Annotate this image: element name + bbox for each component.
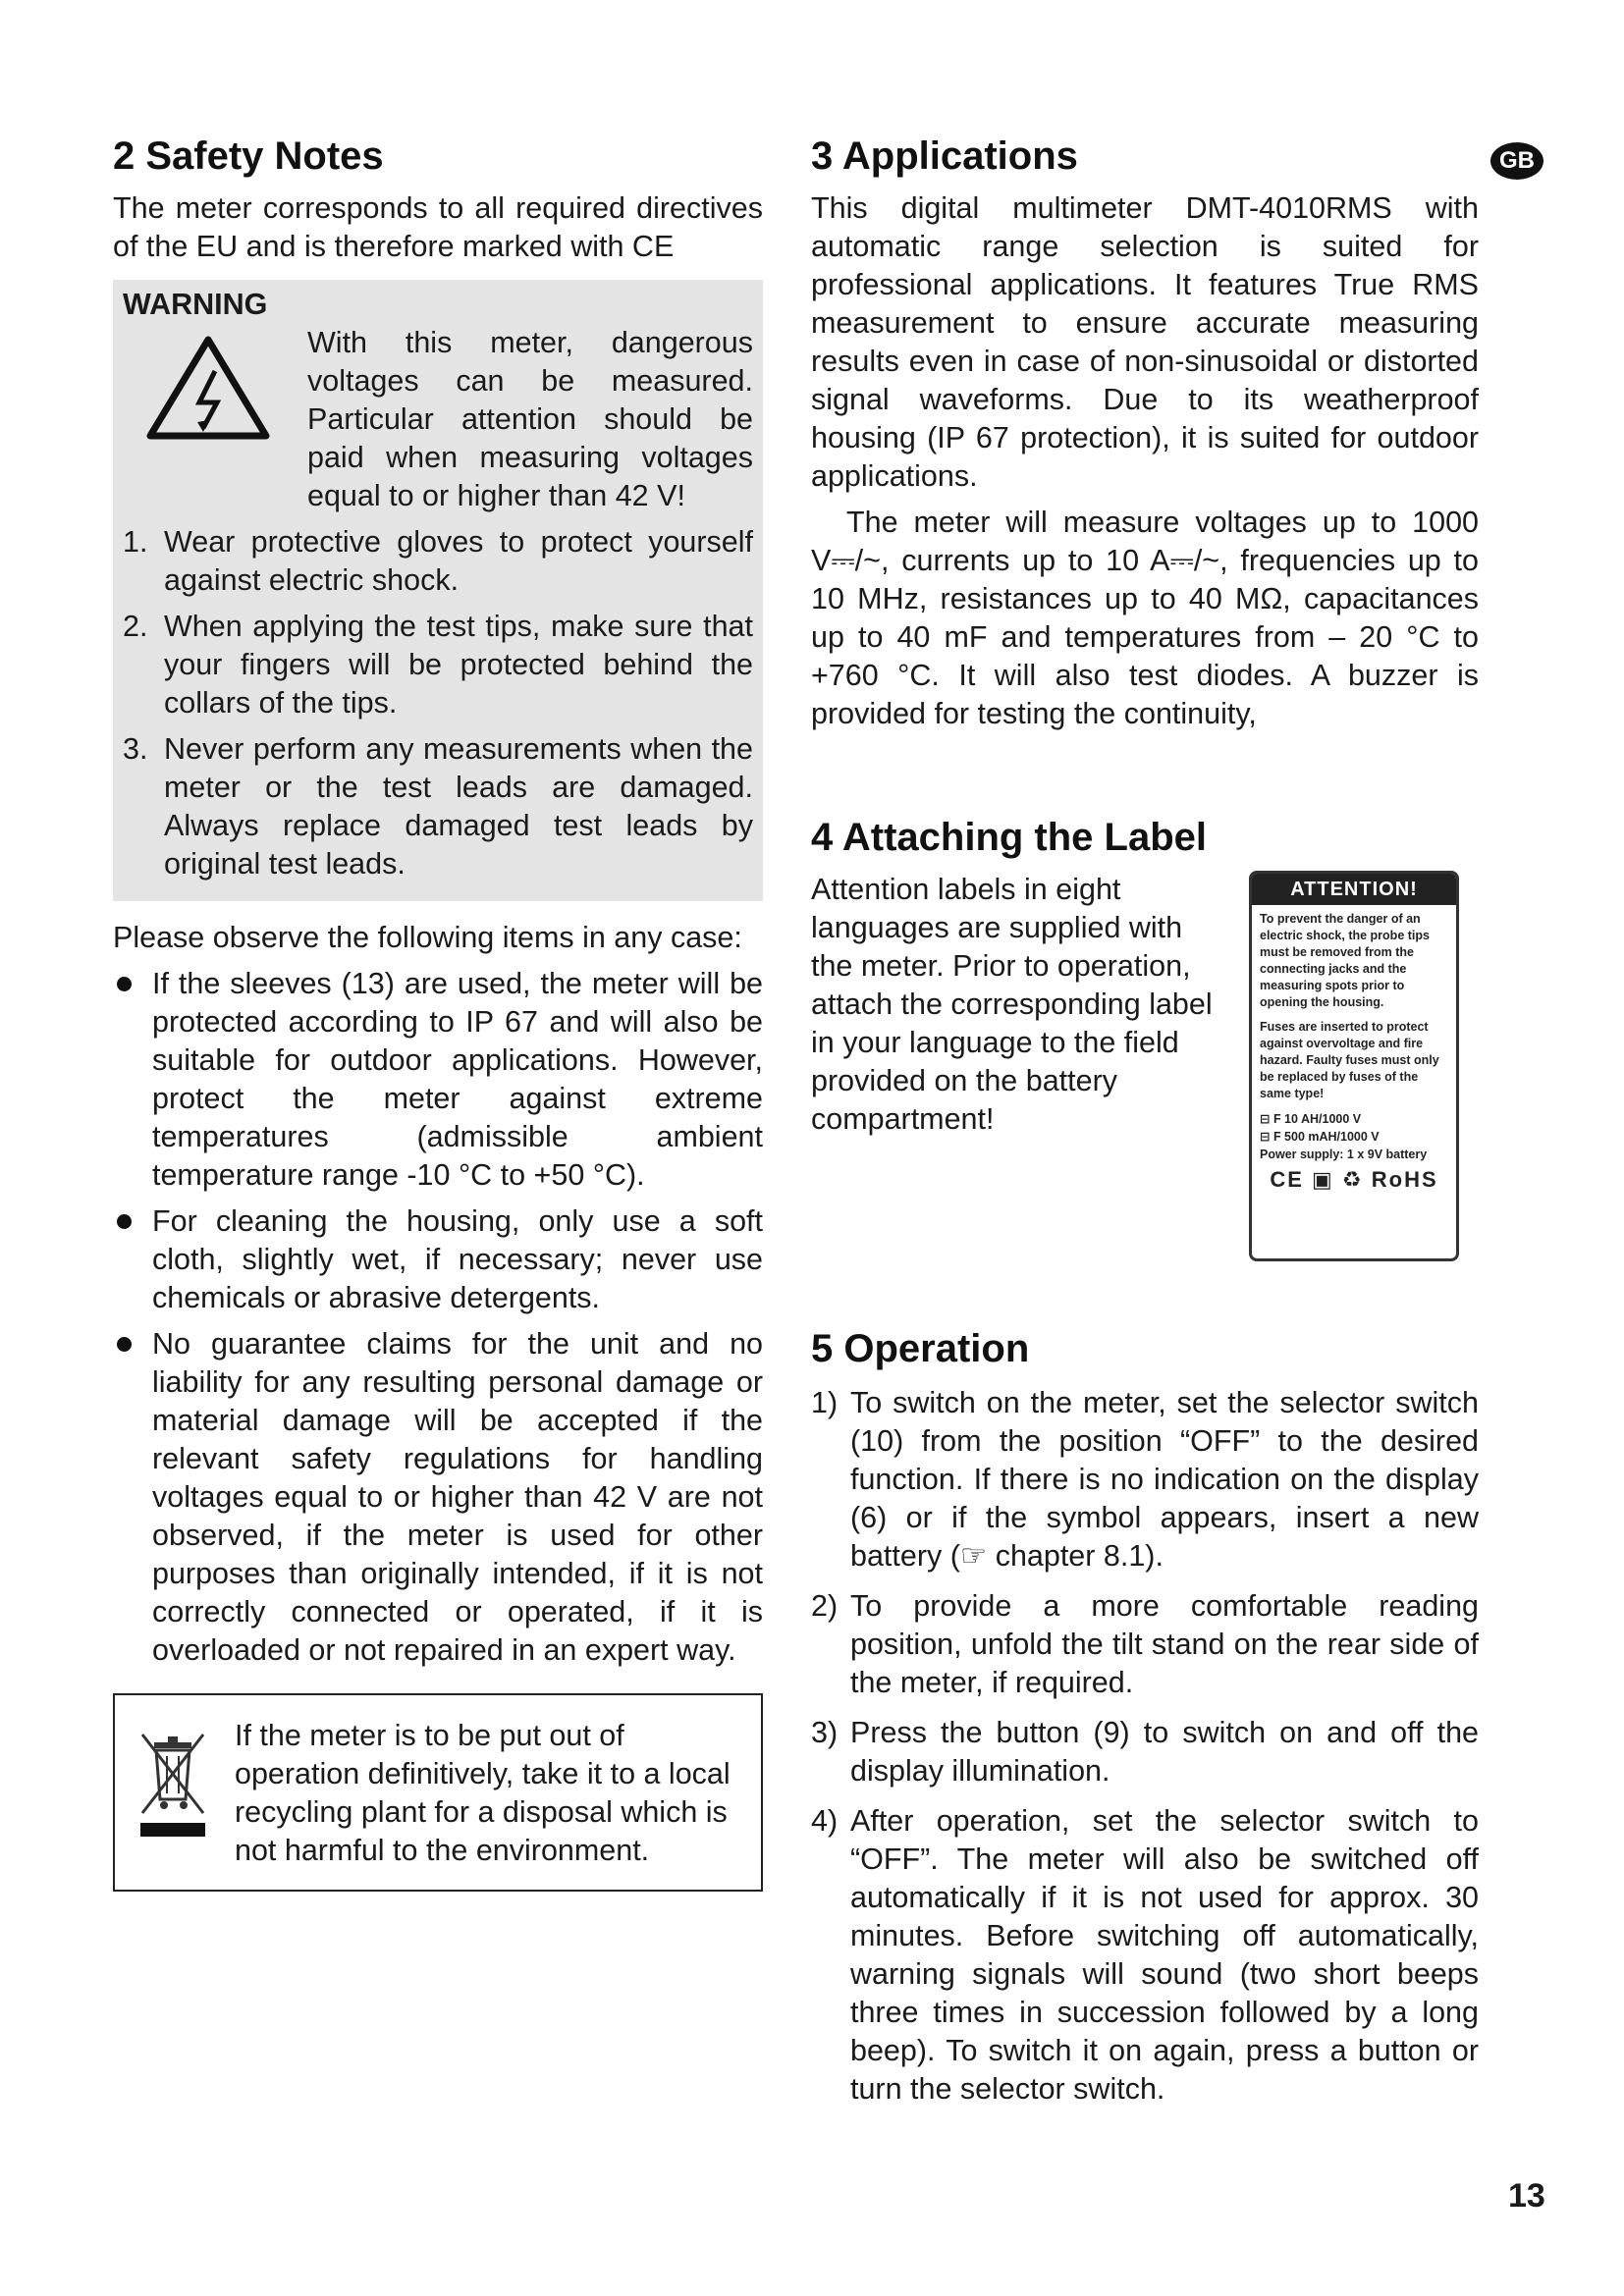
list-item xyxy=(123,608,753,722)
label-text: Attention labels in eight languages are supplied with the meter. Prior to operation, attach the corresponding label in your language to the field provided on the battery compartment! xyxy=(811,873,1213,1136)
attention-header: ATTENTION! xyxy=(1252,874,1456,905)
observe-text: Please observe the following items in any case: xyxy=(113,921,742,954)
warning-label: WARNING xyxy=(123,288,268,321)
fuse-rating-2 xyxy=(1260,1128,1448,1146)
fuse-text: F 500 mAH/1000 V xyxy=(1272,1130,1380,1144)
list-item xyxy=(123,730,753,883)
attention-paragraph-1: To prevent the danger of an electric shock, the probe tips must be removed from the connecting jacks and the measuring spots prior to opening the housing. xyxy=(1260,912,1430,1009)
warning-heading xyxy=(123,286,753,324)
list-item: No guarantee claims for the unit and no liability for any resulting personal damage or material damage will be accepted if the relevant safety regulations for handling voltages equal to or higher than 42 V are not observed, if the meter is used for other purposes than originally intended, if it is not correctly connected or operated, if it is overloaded or not repaired in an expert way. xyxy=(113,1325,763,1670)
right-column xyxy=(811,133,1479,2120)
list-item: For cleaning the housing, only use a soft cloth, slightly wet, if necessary; never use chemicals or abrasive detergents. xyxy=(113,1202,763,1317)
step-number: 2) xyxy=(811,1589,839,1623)
label-section xyxy=(811,871,1479,1192)
list-item xyxy=(811,1714,1479,1790)
disposal-text: If the meter is to be put out of operation definitively, take it to a local recycling plant for a disposal which is not harmful to the environment. xyxy=(235,1719,731,1867)
high-voltage-warning-icon xyxy=(144,334,272,442)
list-item xyxy=(811,1802,1479,2109)
safety-steps xyxy=(123,523,753,883)
step-text: Press the button (9) to switch on and off the display illumination. xyxy=(850,1716,1479,1788)
warning-text: With this meter, dangerous voltages can be measured. Particular attention should be paid when measuring voltages equal to or higher than 42 V! xyxy=(307,326,753,512)
applications-title: 3 Applications xyxy=(811,134,1078,178)
fuse-icon: ⊟ xyxy=(1260,1130,1273,1144)
step-number: 1. xyxy=(123,525,148,559)
step-number: 4) xyxy=(811,1804,839,1838)
safety-title: 2 Safety Notes xyxy=(113,134,384,178)
compliance-marks: CE ▣ ♻ RoHS xyxy=(1270,1167,1438,1192)
step-number: 3) xyxy=(811,1716,839,1749)
fuse-icon: ⊟ xyxy=(1260,1112,1273,1126)
label-title: 4 Attaching the Label xyxy=(811,816,1208,859)
operation-title: 5 Operation xyxy=(811,1327,1030,1370)
warning-box xyxy=(113,280,763,901)
step-text: After operation, set the selector switch to “OFF”. The meter will also be switched off automatically if it is not used for approx. 30 minutes. Before switching off automatically, warning signals will sound (two short beeps three times in succession followed by a long beep). To switch it on again, press a button or turn the selector switch. xyxy=(850,1804,1479,2106)
operation-steps xyxy=(811,1384,1479,2109)
step-text: To provide a more comfortable reading position, unfold the tilt stand on the rear side of the meter, if required. xyxy=(850,1589,1479,1699)
step-text: Never perform any measurements when the meter or the test leads are damaged. Always replace damaged test leads by original test leads. xyxy=(164,732,753,881)
applications-paragraph-2: The meter will measure voltages up to 1000 V⎓/~, currents up to 10 A⎓/~, frequencies up to 10 MHz, resistances up to 40 MΩ, capacitances up to 40 mF and temperatures from – 20 °C to +760 °C. It will also test diodes. A buzzer is provided for testing the continuity, xyxy=(811,506,1479,730)
applications-paragraph-1: This digital multimeter DMT-4010RMS with automatic range selection is suited for professional applications. It features True RMS measurement to ensure accurate measuring results even in case of non-sinusoidal or distorted signal waveforms. Due to its weatherproof housing (IP 67 protection), it is suited for outdoor applications. xyxy=(811,191,1479,493)
warning-body xyxy=(123,324,753,515)
step-text: When applying the test tips, make sure that your fingers will be protected behind the collars of the tips. xyxy=(164,610,753,720)
disposal-box xyxy=(113,1693,763,1892)
step-number: 2. xyxy=(123,610,148,643)
page-number: 13 xyxy=(1508,2177,1545,2215)
attention-label-card xyxy=(1249,871,1459,1261)
weee-crossed-bin-icon xyxy=(136,1729,209,1839)
safety-bullets xyxy=(113,965,763,1670)
fuse-rating-1 xyxy=(1260,1110,1448,1128)
fuse-text: F 10 AH/1000 V xyxy=(1272,1112,1362,1126)
language-badge: GB xyxy=(1490,142,1543,180)
safety-intro: The meter corresponds to all required directives of the EU and is therefore marked with CE xyxy=(113,191,763,263)
attention-body xyxy=(1252,905,1456,1194)
step-text: Wear protective gloves to protect yourself against electric shock. xyxy=(164,525,753,597)
left-column xyxy=(113,133,763,1892)
list-item xyxy=(811,1384,1479,1575)
attention-paragraph-2: Fuses are inserted to protect against overvoltage and fire hazard. Faulty fuses must only be replaced by fuses of the same type! xyxy=(1260,1020,1439,1100)
list-item xyxy=(123,523,753,600)
list-item xyxy=(811,1587,1479,1702)
step-number: 3. xyxy=(123,732,148,766)
step-text: To switch on the meter, set the selector switch (10) from the position “OFF” to the desired function. If there is no indication on the display (6) or if the symbol appears, insert a new battery (☞ chapter 8.1). xyxy=(850,1386,1479,1573)
list-item: If the sleeves (13) are used, the meter will be protected according to IP 67 and will also be suitable for outdoor applications. However, protect the meter against extreme temperatures (admissible ambient temperature range -10 °C to +50 °C). xyxy=(113,965,763,1195)
power-supply: Power supply: 1 x 9V battery xyxy=(1260,1148,1428,1161)
step-number: 1) xyxy=(811,1386,839,1419)
